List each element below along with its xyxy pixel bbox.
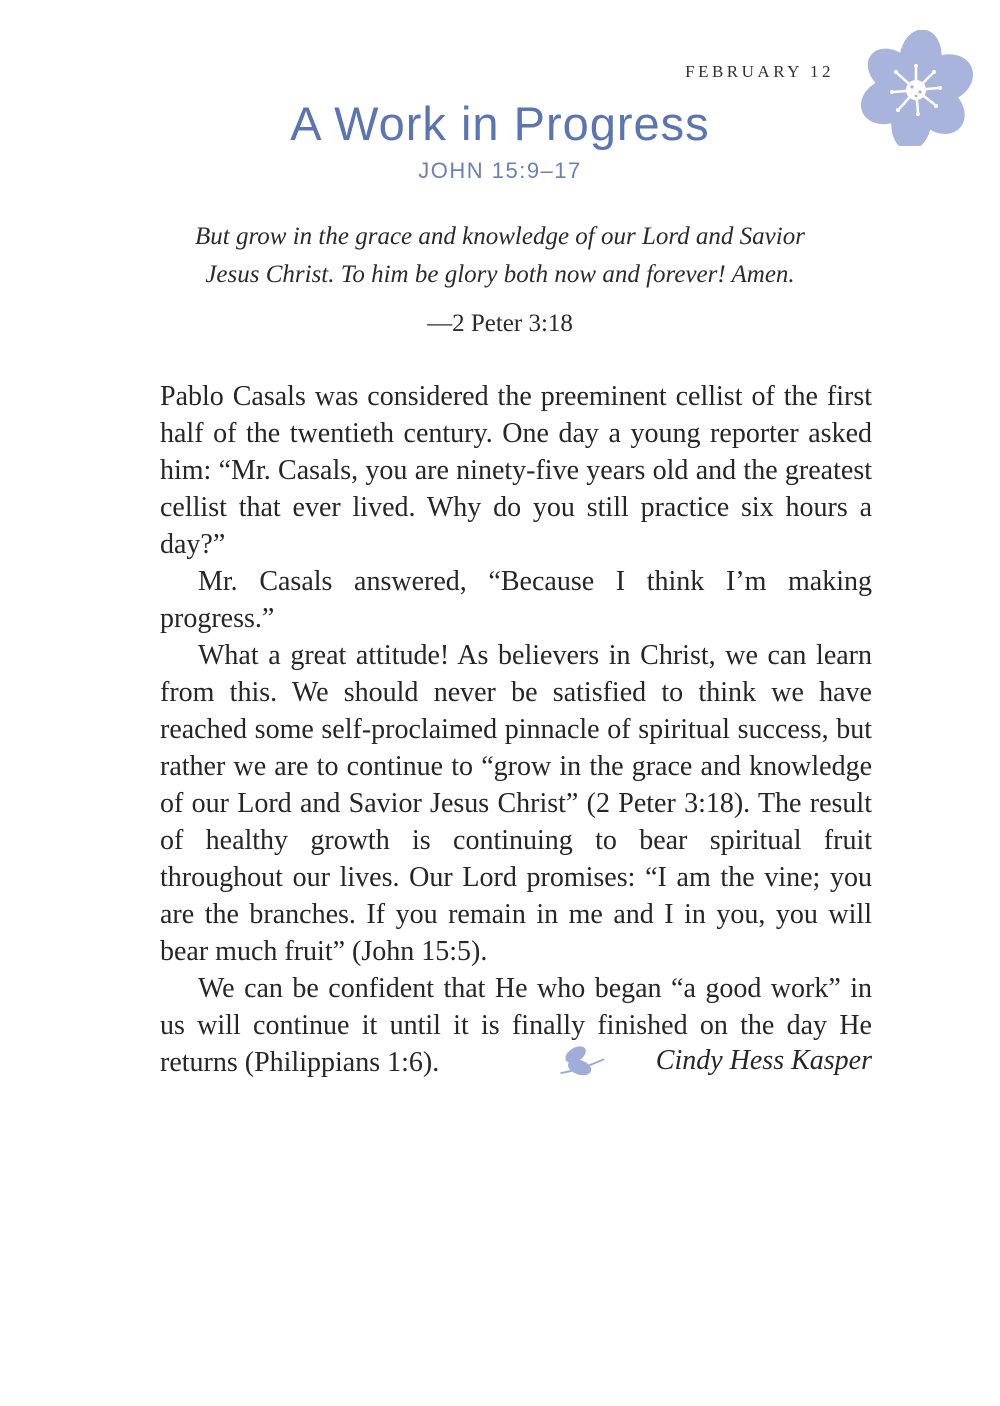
epigraph-line: Jesus Christ. To him be glory both now and forever! Amen. [205,261,795,288]
body-paragraph: Mr. Casals answered, “Because I think I’m making progress.” [160,566,872,634]
flower-icon [846,30,982,146]
paragraph-text: We can be confident that He who began “a good work” in us will continue it until it is finally finished on the day He returns (Philippians 1:6). [160,973,872,1078]
body-paragraph [160,970,872,1081]
author-name: Cindy Hess Kasper [655,1045,872,1076]
page-title: A Work in Progress [290,97,710,150]
epigraph-line: But grow in the grace and knowledge of our Lord and Savior [195,223,805,250]
body-paragraph: What a great attitude! As believers in Christ, we can learn from this. We should never be satisfied to think we have reached some self-proclaimed pinnacle of spiritual success, but rather we are to continue to “grow in the grace and knowledge of our Lord and Savior Jesus Christ” (2 Peter 3:18). The result of healthy growth is continuing to bear spiritual fruit throughout our lives. Our Lord promises: “I am the vine; you are the branches. If you remain in me and I in you, you will bear much fruit” (John 15:5). [160,640,872,967]
author-signature [558,1042,872,1079]
body-paragraph: Pablo Casals was considered the preeminent cellist of the first half of the twentieth century. One day a young reporter asked him: “Mr. Casals, you are ninety-five years old and the greatest cellist that ever lived. Why do you still practice six hours a day?” [160,381,872,560]
date-heading: FEBRUARY 12 [685,62,834,81]
epigraph-attribution: —2 Peter 3:18 [427,310,573,337]
epigraph [0,218,1000,343]
devotional-body [160,378,872,1081]
scripture-reference: JOHN 15:9–17 [418,158,582,183]
leaf-icon [558,1044,606,1078]
